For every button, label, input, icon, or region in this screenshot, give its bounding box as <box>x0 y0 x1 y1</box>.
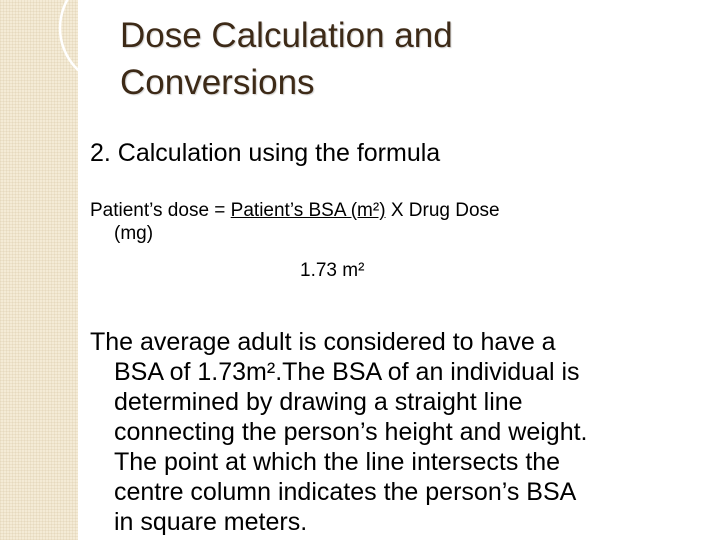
formula-divisor: 1.73 m² <box>300 260 365 281</box>
formula-rhs: X Drug Dose <box>385 200 500 221</box>
section-subheading: 2. Calculation using the formula <box>90 139 441 167</box>
paragraph-line-6: centre column indicates the person’s BSA <box>114 478 577 506</box>
slide-title-line-1: Dose Calculation and <box>120 16 453 55</box>
paragraph-line-4: connecting the person’s height and weight. <box>114 418 588 446</box>
bsa-explanation-paragraph <box>90 327 715 537</box>
formula-numerator: Patient’s BSA (m²) <box>230 200 386 221</box>
slide-title-line-2: Conversions <box>120 63 315 102</box>
paragraph-line-1: The average adult is considered to have a <box>90 328 556 356</box>
paragraph-line-2: BSA of 1.73m².The BSA of an individual is <box>114 358 580 386</box>
paragraph-line-5: The point at which the line intersects the <box>114 448 561 476</box>
paragraph-line-7: in square meters. <box>114 508 308 536</box>
formula-unit: (mg) <box>114 223 154 244</box>
dose-formula <box>90 199 690 245</box>
paragraph-line-3: determined by drawing a straight line <box>114 388 523 416</box>
slide-title <box>120 12 680 106</box>
formula-lhs: Patient’s dose = <box>90 200 231 221</box>
